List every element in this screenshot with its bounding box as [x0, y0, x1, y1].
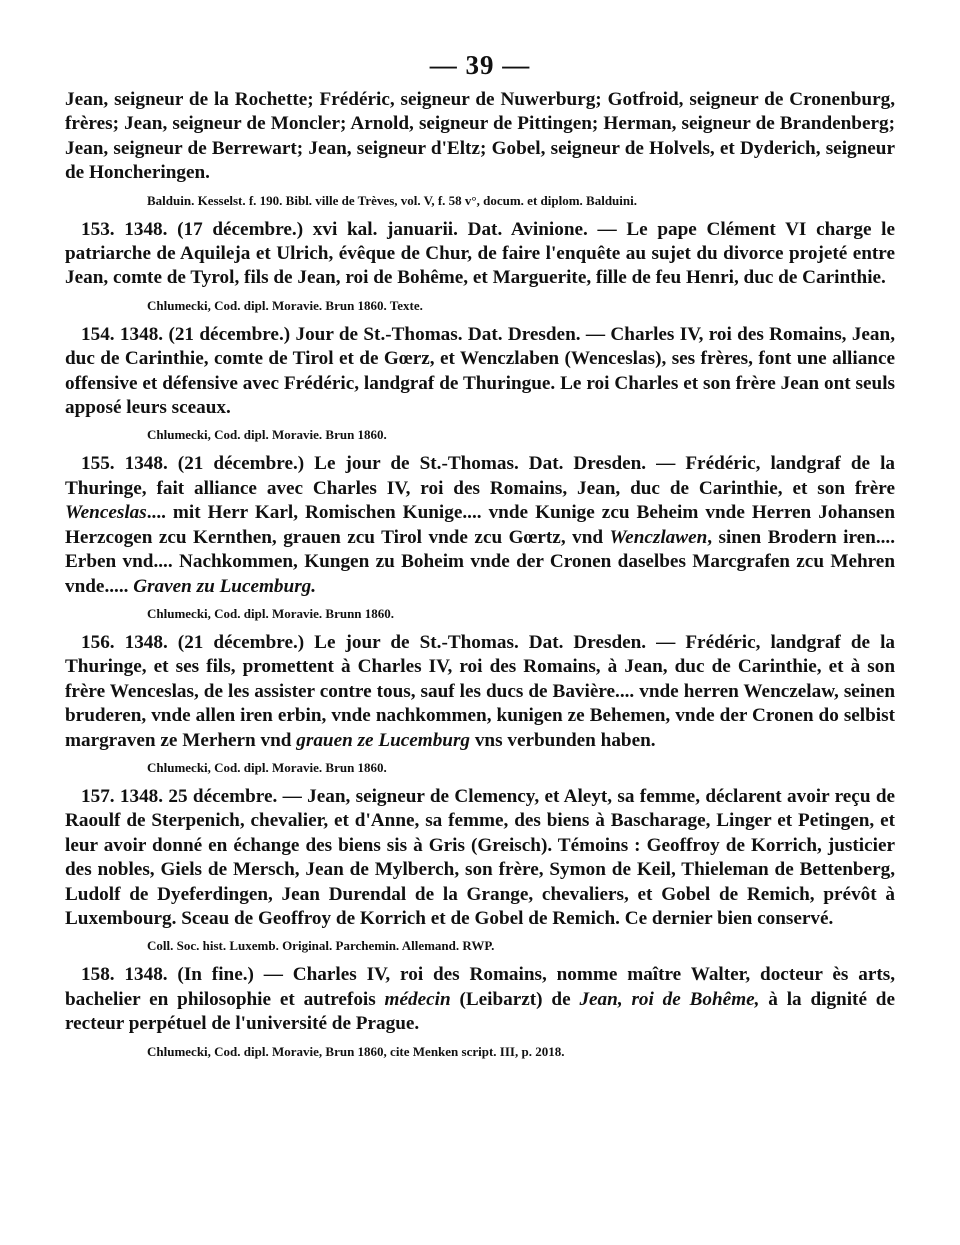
- entry-158-italic-a: médecin: [384, 988, 451, 1010]
- entry-155-text-b: .... mit Herr Karl, Romischen Kunige.... vnde Kunige zcu Beheim vnde Herren Johansen Herzcogen zcu Kernthen, grauen zcu Tirol vnde zcu Gœrtz, vnd: [65, 502, 895, 548]
- entry-153-text: — Le pape Clément VI charge le patriarche de Aquileja et Ulrich, évêque de Chur, de faire l'enquête au sujet du divorce projeté entre Jean, comte de Tyrol, fils de Jean, roi de Bohême, et Marguerite, fille de feu Henri, duc de Carinthie.: [65, 218, 895, 289]
- entry-153-source: Chlumecki, Cod. dipl. Moravie. Brun 1860. Texte.: [147, 297, 423, 313]
- entry-157-head: 157. 1348. 25 décembre.: [81, 785, 278, 807]
- entry-153-head: 153. 1348. (17 décembre.) xvi kal. januarii. Dat. Avinione.: [81, 218, 588, 240]
- entry-158-text-a: — Charles IV, roi des Romains, nomme maître Walter, docteur ès arts, bachelier en philosophie et autrefois: [65, 964, 896, 1010]
- document-page: [65, 48, 895, 1069]
- entry-158-head: 158. 1348. (In fine.): [81, 964, 254, 986]
- entry-156-italic-a: grauen ze Lucemburg: [296, 729, 471, 751]
- entry-158-italic-b: Jean, roi de Bohême,: [579, 988, 760, 1010]
- intro-source: Balduin. Kesselst. f. 190. Bibl. ville de Trèves, vol. V, f. 58 v°, docum. et diplom. Balduini.: [147, 192, 637, 208]
- entry-157-source: Coll. Soc. hist. Luxemb. Original. Parchemin. Allemand. RWP.: [147, 938, 495, 954]
- entry-155-italic-b: Wenczlawen: [609, 526, 708, 548]
- entry-158-text-b: (Leibarzt) de: [450, 988, 580, 1010]
- entry-156-head: 156. 1348. (21 décembre.) Le jour de St.-Thomas. Dat. Dresden.: [81, 631, 647, 653]
- entry-156-text-b: vns verbunden haben.: [470, 729, 656, 751]
- entry-155-italic-a: Wenceslas: [65, 502, 147, 524]
- entry-155-italic-c: Graven zu Lucemburg.: [133, 575, 317, 597]
- entry-156-text-a: — Frédéric, landgraf de la Thuringe, et ses fils, promettent à Charles IV, roi des Romains, à Jean, duc de Carinthie, et à son frère Wenceslas, de les assister contre tous, sauf les ducs de Bavière.... vnde herren Wenczelaw, seinen bruderen, vnde allen iren erbin, vnde nachkommen, kunigen ze Behemen, vnde der Cronen do selbist margraven ze Merhern vnd: [65, 631, 895, 751]
- entry-155-source: Chlumecki, Cod. dipl. Moravie. Brunn 1860.: [147, 605, 395, 621]
- entry-157-text: — Jean, seigneur de Clemency, et Aleyt, sa femme, déclarent avoir reçu de Raoulf de Sterpenich, chevalier, et d'Anne, sa femme, des biens à Bascharage, Linger et Petingen, et leur avoir donné en échange des biens sis à Gris (Greisch). Témoins : Geoffroy de Korrich, justicier des nobles, Giels de Mersch, Jean de Mylberch, son frère, Symon de Keil, Thieleman de Bettenberg, Ludolf de Dyeferdingen, Jean Durendal de la Grange, chevaliers, et Gobel de Remich, prévôt à Luxembourg. Sceau de Geoffroy de Korrich et de Gobel de Remich. Ce dernier bien conservé.: [65, 785, 896, 929]
- entry-158: [65, 963, 895, 1036]
- entry-154-text: — Charles IV, roi des Romains, Jean, duc de Carinthie, comte de Tirol et de Gœrz, et Wenczlaben (Wenceslas), ses frères, font une alliance offensive et défensive avec Frédéric, landgraf de Thuringue. Le roi Charles et son frère Jean ont seuls apposé leurs sceaux.: [65, 323, 895, 419]
- entry-155-text-c: , sinen Brodern iren.... Erben vnd.... Nachkommen, Kungen zu Boheim vnde der Cronen daselbes Marcgrafen zcu Mehren vnde.....: [65, 526, 896, 597]
- entry-157: [65, 785, 895, 931]
- entry-158-text-c: à la dignité de recteur perpétuel de l'université de Prague.: [65, 988, 895, 1035]
- entry-154-source: Chlumecki, Cod. dipl. Moravie. Brun 1860.: [147, 427, 387, 443]
- page-number: — 39 —: [429, 50, 531, 80]
- entry-154-head: 154. 1348. (21 décembre.) Jour de St.-Thomas. Dat. Dresden.: [81, 323, 581, 345]
- entry-155-head: 155. 1348. (21 décembre.) Le jour de St.-Thomas. Dat. Dresden.: [81, 453, 647, 475]
- entry-155: [65, 452, 895, 598]
- entry-154: [65, 323, 895, 421]
- entry-155-text-a: — Frédéric, landgraf de la Thuringe, fait alliance avec Charles IV, roi des Romains, Jean, duc de Carinthie, et son frère: [65, 453, 895, 499]
- entry-158-source: Chlumecki, Cod. dipl. Moravie, Brun 1860, cite Menken script. III, p. 2018.: [147, 1043, 565, 1059]
- entry-156-source: Chlumecki, Cod. dipl. Moravie. Brun 1860.: [147, 759, 387, 775]
- intro-paragraph: Jean, seigneur de la Rochette; Frédéric, seigneur de Nuwerburg; Gotfroid, seigneur de Cronenburg, frères; Jean, seigneur de Moncler; Arnold, seigneur de Pittingen; Herman, seigneur de Brandenberg; Jean, seigneur de Berrewart; Jean, seigneur d'Eltz; Gobel, seigneur de Holvels, et Dyderich, seigneur de Honcheringen.: [65, 89, 895, 184]
- entry-153: [65, 218, 895, 291]
- entry-156: [65, 631, 895, 753]
